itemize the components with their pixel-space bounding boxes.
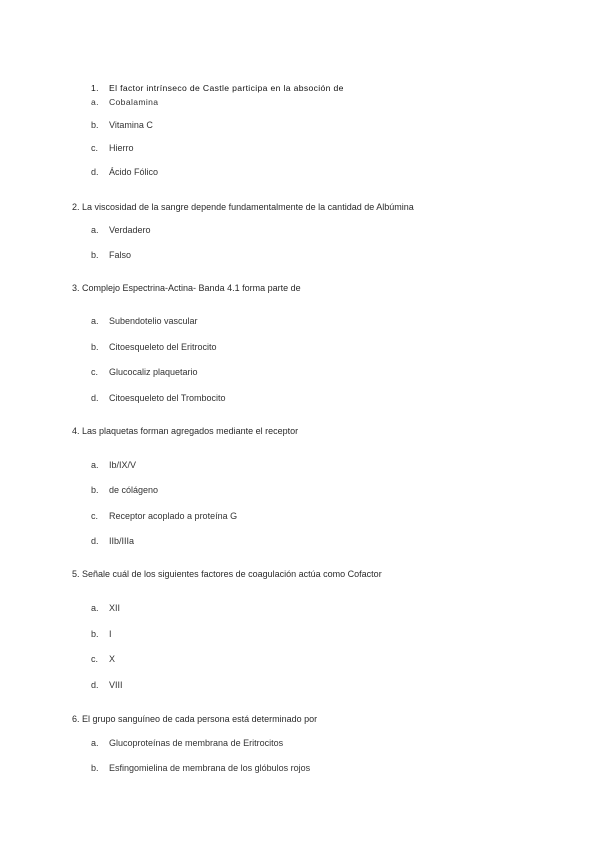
q3-option-c-letter: c. — [91, 367, 99, 377]
q4-option-b-text: de cólágeno — [109, 485, 159, 495]
q5-option-d-letter: d. — [91, 680, 99, 690]
q3-option-a-letter: a. — [91, 316, 99, 326]
q3-option-d-letter: d. — [91, 393, 99, 403]
question-2-prompt: 2. La viscosidad de la sangre depende fundamentalmente de la cantidad de Albúmina — [72, 202, 414, 212]
q5-option-b-text: I — [109, 629, 112, 639]
q1-option-a-letter: a. — [91, 97, 99, 107]
q2-option-b-letter: b. — [91, 250, 99, 260]
q5-option-c-letter: c. — [91, 654, 99, 664]
q1-option-c-letter: c. — [91, 143, 99, 153]
question-3-prompt: 3. Complejo Espectrina-Actina- Banda 4.1 forma parte de — [72, 283, 301, 293]
q1-option-d-letter: d. — [91, 167, 99, 177]
q4-option-c-letter: c. — [91, 511, 99, 521]
q5-option-d-text: VIII — [109, 680, 123, 690]
q6-option-b-text: Esfingomielina de membrana de los glóbulos rojos — [109, 763, 311, 773]
q3-option-b-text: Citoesqueleto del Eritrocito — [109, 342, 217, 352]
q5-option-a-text: XII — [109, 603, 121, 613]
q4-option-a-letter: a. — [91, 460, 99, 470]
q3-option-b-letter: b. — [91, 342, 99, 352]
q4-option-b-letter: b. — [91, 485, 99, 495]
q1-option-a-text: Cobalamina — [109, 97, 159, 107]
q2-option-a-text: Verdadero — [109, 225, 151, 235]
q1-option-b-letter: b. — [91, 120, 99, 130]
q6-option-b-letter: b. — [91, 763, 99, 773]
q3-option-d-text: Citoesqueleto del Trombocito — [109, 393, 226, 403]
q6-option-a-text: Glucoproteínas de membrana de Eritrocitos — [109, 738, 284, 748]
q3-option-c-text: Glucocaliz plaquetario — [109, 367, 198, 377]
q3-option-a-text: Subendotelio vascular — [109, 316, 198, 326]
q4-option-d-text: IIb/IIIa — [109, 536, 135, 546]
q4-option-a-text: Ib/IX/V — [109, 460, 137, 470]
q6-option-a-letter: a. — [91, 738, 99, 748]
q1-option-b-text: Vitamina C — [109, 120, 153, 130]
q5-option-a-letter: a. — [91, 603, 99, 613]
q2-option-b-text: Falso — [109, 250, 132, 260]
question-5-prompt: 5. Señale cuál de los siguientes factores de coagulación actúa como Cofactor — [72, 569, 382, 579]
question-1-number: 1. — [91, 83, 99, 93]
q5-option-c-text: X — [109, 654, 116, 664]
q4-option-d-letter: d. — [91, 536, 99, 546]
q5-option-b-letter: b. — [91, 629, 99, 639]
q2-option-a-letter: a. — [91, 225, 99, 235]
question-6-prompt: 6. El grupo sanguíneo de cada persona está determinado por — [72, 714, 318, 724]
question-4-prompt: 4. Las plaquetas forman agregados mediante el receptor — [72, 426, 299, 436]
q1-option-d-text: Ácido Fólico — [109, 167, 159, 177]
q1-option-c-text: Hierro — [109, 143, 134, 153]
q4-option-c-text: Receptor acoplado a proteína G — [109, 511, 238, 521]
question-1-text: El factor intrínseco de Castle participa en la absoción de — [109, 83, 344, 93]
